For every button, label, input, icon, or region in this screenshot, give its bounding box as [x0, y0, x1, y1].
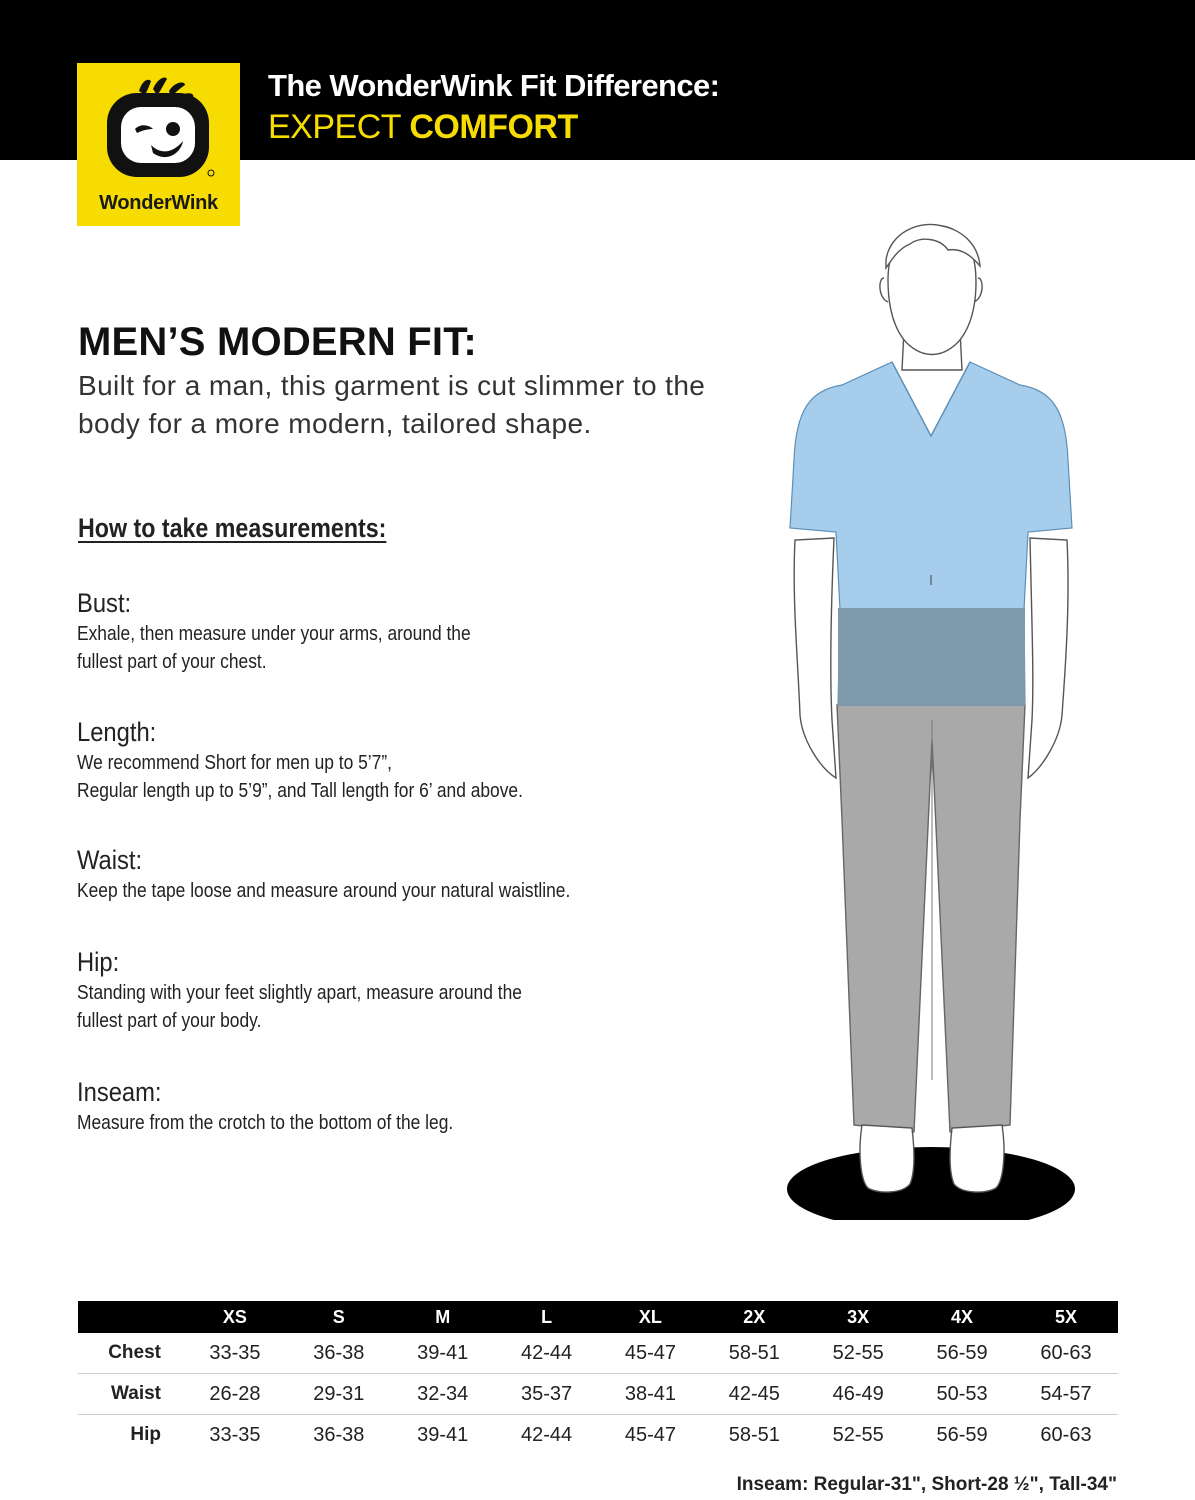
fit-description: Built for a man, this garment is cut slimmer to the body for a more modern, tailored shape. — [78, 370, 706, 439]
table-header: XS — [222, 1306, 247, 1327]
table-cell: 39-41 — [417, 1423, 469, 1446]
table-cell: 26-28 — [183, 1374, 287, 1415]
section-length — [77, 717, 697, 805]
table-header: 5X — [1054, 1306, 1078, 1327]
section-heading: Inseam: — [77, 1077, 162, 1107]
table-cell: 36-38 — [287, 1333, 391, 1374]
section-line: Regular length up to 5’9”, and Tall length for 6’ and above. — [77, 780, 523, 802]
size-chart-table — [78, 1301, 1118, 1455]
table-cell: 29-31 — [287, 1374, 391, 1415]
section-line: We recommend Short for men up to 5’7”, — [77, 752, 392, 774]
section-text — [77, 749, 616, 805]
right-arm — [1028, 538, 1068, 778]
table-cell: 42-44 — [520, 1423, 573, 1446]
measurements-heading: How to take measurements: — [78, 513, 387, 543]
table-cell: 36-38 — [313, 1423, 365, 1446]
tagline-emphasis: COMFORT — [409, 108, 578, 146]
section-heading: Hip: — [77, 947, 120, 977]
table-cell: 45-47 — [624, 1423, 677, 1446]
table-row — [78, 1415, 1118, 1456]
table-header: 4X — [951, 1306, 974, 1327]
table-row — [78, 1333, 1118, 1374]
section-line: Keep the tape loose and measure around your natural waistline. — [77, 880, 571, 902]
table-header: M — [435, 1306, 451, 1327]
table-header: XL — [638, 1306, 662, 1327]
table-cell: 46-49 — [806, 1374, 910, 1415]
table-cell: 33-35 — [209, 1423, 261, 1446]
table-cell: 56-59 — [936, 1423, 988, 1446]
table-cell: 54-57 — [1014, 1374, 1118, 1415]
table-cell: 35-37 — [495, 1374, 599, 1415]
table-cell: 52-55 — [832, 1423, 884, 1446]
section-line: Standing with your feet slightly apart, measure around the — [77, 982, 522, 1004]
table-cell: 60-63 — [1040, 1423, 1092, 1446]
row-label: Chest — [78, 1333, 183, 1374]
section-heading: Bust: — [77, 588, 132, 618]
row-label: Hip — [130, 1424, 161, 1445]
table-cell: 58-51 — [702, 1333, 806, 1374]
brand-logo — [77, 63, 240, 226]
brand-name: WonderWink — [99, 192, 218, 214]
section-bust — [77, 588, 697, 676]
table-cell: 56-59 — [910, 1333, 1014, 1374]
figure-base — [787, 1147, 1075, 1220]
table-header: L — [541, 1306, 553, 1327]
header-tagline — [268, 108, 578, 147]
table-cell: 50-53 — [910, 1374, 1014, 1415]
section-hip — [77, 947, 697, 1035]
section-heading: Length: — [77, 717, 157, 747]
section-line: fullest part of your chest. — [77, 651, 267, 673]
male-figure-illustration — [770, 220, 1100, 1220]
table-cell: 33-35 — [183, 1333, 287, 1374]
section-text — [77, 877, 616, 905]
table-cell: 45-47 — [599, 1333, 703, 1374]
section-text — [77, 1109, 616, 1137]
section-line: Exhale, then measure under your arms, around the — [77, 623, 471, 645]
table-header: 3X — [847, 1306, 870, 1327]
row-label: Waist — [78, 1374, 183, 1415]
fit-title: MEN’S MODERN FIT: — [78, 320, 477, 364]
table-header-row — [78, 1301, 1118, 1333]
table-cell: 32-34 — [391, 1374, 495, 1415]
section-text — [77, 979, 616, 1035]
section-line: fullest part of your body. — [77, 1010, 262, 1032]
table-cell: 42-44 — [495, 1333, 599, 1374]
tagline-prefix: EXPECT — [268, 108, 401, 146]
section-line: Measure from the crotch to the bottom of the leg. — [77, 1112, 454, 1134]
table-header: 2X — [743, 1306, 766, 1327]
header-title: The WonderWink Fit Difference: — [268, 68, 720, 103]
table-cell: 42-45 — [702, 1374, 806, 1415]
table-cell: 39-41 — [391, 1333, 495, 1374]
section-text — [77, 620, 616, 676]
left-arm — [794, 538, 836, 778]
table-header: S — [332, 1306, 345, 1327]
section-inseam — [77, 1077, 697, 1137]
table-cell: 52-55 — [806, 1333, 910, 1374]
table-cell: 58-51 — [728, 1423, 780, 1446]
section-waist — [77, 845, 697, 905]
table-cell: 60-63 — [1014, 1333, 1118, 1374]
inseam-note: Inseam: Regular-31", Short-28 ½", Tall-34" — [736, 1474, 1117, 1495]
figure-pants — [837, 705, 1025, 1132]
section-heading: Waist: — [77, 845, 143, 875]
table-row — [78, 1374, 1118, 1415]
table-cell: 38-41 — [599, 1374, 703, 1415]
figure-waist-band — [838, 608, 1025, 706]
table-header-blank — [78, 1301, 183, 1333]
